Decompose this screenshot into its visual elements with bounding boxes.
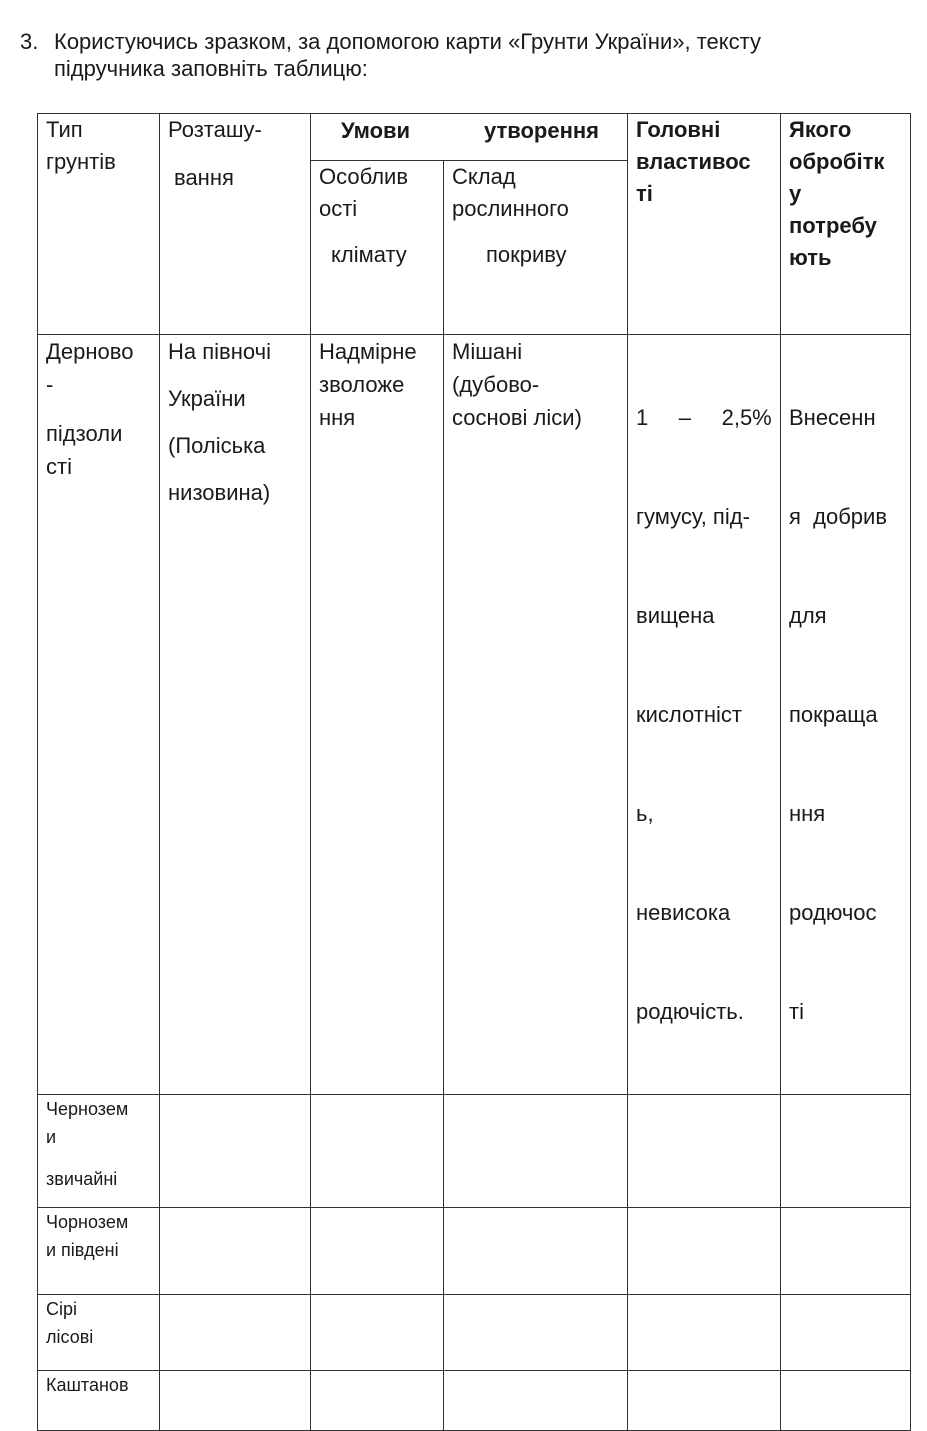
cell-line: Сірі bbox=[46, 1299, 78, 1319]
header-line: грунтів bbox=[46, 149, 116, 174]
cell-line: ння bbox=[319, 405, 356, 430]
cell-line: гумусу, під- bbox=[636, 504, 750, 529]
cell-line: Чорнозем bbox=[46, 1212, 129, 1232]
cell-line: - bbox=[46, 372, 54, 397]
cell-line: 1 – 2,5% bbox=[636, 405, 772, 430]
cell-line: и південі bbox=[46, 1240, 119, 1260]
cell-line: (дубово- bbox=[452, 372, 540, 397]
table-row bbox=[38, 1371, 911, 1431]
cell-line: я добрив bbox=[789, 504, 888, 529]
empty-cell[interactable] bbox=[628, 1371, 781, 1431]
task-text bbox=[54, 28, 894, 82]
cell-line: України bbox=[168, 386, 246, 411]
header-line: рослинного bbox=[452, 196, 569, 221]
header-line: ості bbox=[319, 196, 358, 221]
header-line: ті bbox=[636, 181, 653, 206]
cell-line: Каштанов bbox=[46, 1375, 129, 1395]
empty-cell[interactable] bbox=[160, 1095, 311, 1208]
header-properties bbox=[628, 114, 781, 335]
cell-line: низовина) bbox=[168, 480, 271, 505]
empty-cell[interactable] bbox=[628, 1295, 781, 1371]
header-line: ють bbox=[789, 245, 832, 270]
cell-line: На півночі bbox=[168, 339, 271, 364]
empty-cell[interactable] bbox=[628, 1208, 781, 1295]
cell-line: зволоже bbox=[319, 372, 405, 397]
header-conditions bbox=[311, 114, 628, 161]
cell-line: соснові ліси) bbox=[452, 405, 582, 430]
header-treatment bbox=[781, 114, 911, 335]
empty-cell[interactable] bbox=[444, 1371, 628, 1431]
empty-cell[interactable] bbox=[444, 1095, 628, 1208]
header-line: властивос bbox=[636, 149, 751, 174]
header-climate bbox=[311, 161, 444, 335]
empty-cell[interactable] bbox=[781, 1371, 911, 1431]
cell-soil-type bbox=[38, 1371, 160, 1431]
empty-cell[interactable] bbox=[444, 1208, 628, 1295]
cell-vegetation bbox=[444, 335, 628, 1095]
empty-cell[interactable] bbox=[160, 1208, 311, 1295]
header-line: вання bbox=[174, 165, 234, 190]
header-line: обробітк bbox=[789, 149, 885, 174]
cell-line: ь, bbox=[636, 801, 654, 826]
table-row bbox=[38, 1295, 911, 1371]
cell-line: підзоли bbox=[46, 421, 123, 446]
cell-soil-type bbox=[38, 1095, 160, 1208]
cell-line: звичайні bbox=[46, 1169, 118, 1189]
cell-location bbox=[160, 335, 311, 1095]
cell-line: Мішані bbox=[452, 339, 523, 364]
header-soil-type bbox=[38, 114, 160, 335]
header-line: клімату bbox=[331, 242, 407, 267]
header-conditions-word-2: утворення bbox=[483, 118, 599, 143]
header-line: Якого bbox=[789, 117, 852, 142]
cell-line: ті bbox=[789, 999, 804, 1024]
cell-line: сті bbox=[46, 454, 72, 479]
header-location bbox=[160, 114, 311, 335]
cell-line: для bbox=[789, 603, 827, 628]
header-conditions-word-1: Умови bbox=[341, 118, 411, 143]
cell-line: Надмірне bbox=[319, 339, 417, 364]
cell-line: кислотніст bbox=[636, 702, 742, 727]
soils-table bbox=[37, 113, 911, 1431]
cell-line: Внесенн bbox=[789, 405, 876, 430]
cell-line: Дерново bbox=[46, 339, 134, 364]
cell-line: лісові bbox=[46, 1327, 94, 1347]
cell-line: покраща bbox=[789, 702, 878, 727]
table-row bbox=[38, 1095, 911, 1208]
empty-cell[interactable] bbox=[311, 1371, 444, 1431]
cell-line: невисока bbox=[636, 900, 731, 925]
empty-cell[interactable] bbox=[160, 1295, 311, 1371]
cell-soil-type bbox=[38, 335, 160, 1095]
cell-line: и bbox=[46, 1127, 57, 1147]
header-line: Особлив bbox=[319, 164, 409, 189]
cell-line: вищена bbox=[636, 603, 715, 628]
task-number: 3. bbox=[20, 29, 39, 54]
cell-line: родючість. bbox=[636, 999, 744, 1024]
empty-cell[interactable] bbox=[160, 1371, 311, 1431]
empty-cell[interactable] bbox=[781, 1208, 911, 1295]
cell-line: Чернозем bbox=[46, 1099, 129, 1119]
empty-cell[interactable] bbox=[444, 1295, 628, 1371]
cell-climate bbox=[311, 335, 444, 1095]
task-line-1: Користуючись зразком, за допомогою карти «Грунти України», тексту bbox=[54, 29, 761, 54]
empty-cell[interactable] bbox=[311, 1295, 444, 1371]
empty-cell[interactable] bbox=[628, 1095, 781, 1208]
empty-cell[interactable] bbox=[781, 1295, 911, 1371]
header-line: Головні bbox=[636, 117, 721, 142]
header-vegetation bbox=[444, 161, 628, 335]
header-line: Склад bbox=[452, 164, 516, 189]
task-line-2: підручника заповніть таблицю: bbox=[54, 56, 368, 81]
cell-properties bbox=[628, 335, 781, 1095]
header-line: у bbox=[789, 181, 802, 206]
cell-soil-type bbox=[38, 1295, 160, 1371]
table-row bbox=[38, 1208, 911, 1295]
empty-cell[interactable] bbox=[311, 1208, 444, 1295]
cell-line: родючос bbox=[789, 900, 877, 925]
header-line: Розташу- bbox=[168, 117, 262, 142]
cell-soil-type bbox=[38, 1208, 160, 1295]
header-line: покриву bbox=[486, 242, 567, 267]
header-line: Тип bbox=[46, 117, 83, 142]
cell-line: (Поліська bbox=[168, 433, 266, 458]
table-row bbox=[38, 335, 911, 1095]
empty-cell[interactable] bbox=[311, 1095, 444, 1208]
cell-line: ння bbox=[789, 801, 826, 826]
empty-cell[interactable] bbox=[781, 1095, 911, 1208]
cell-treatment bbox=[781, 335, 911, 1095]
header-line: потребу bbox=[789, 213, 877, 238]
